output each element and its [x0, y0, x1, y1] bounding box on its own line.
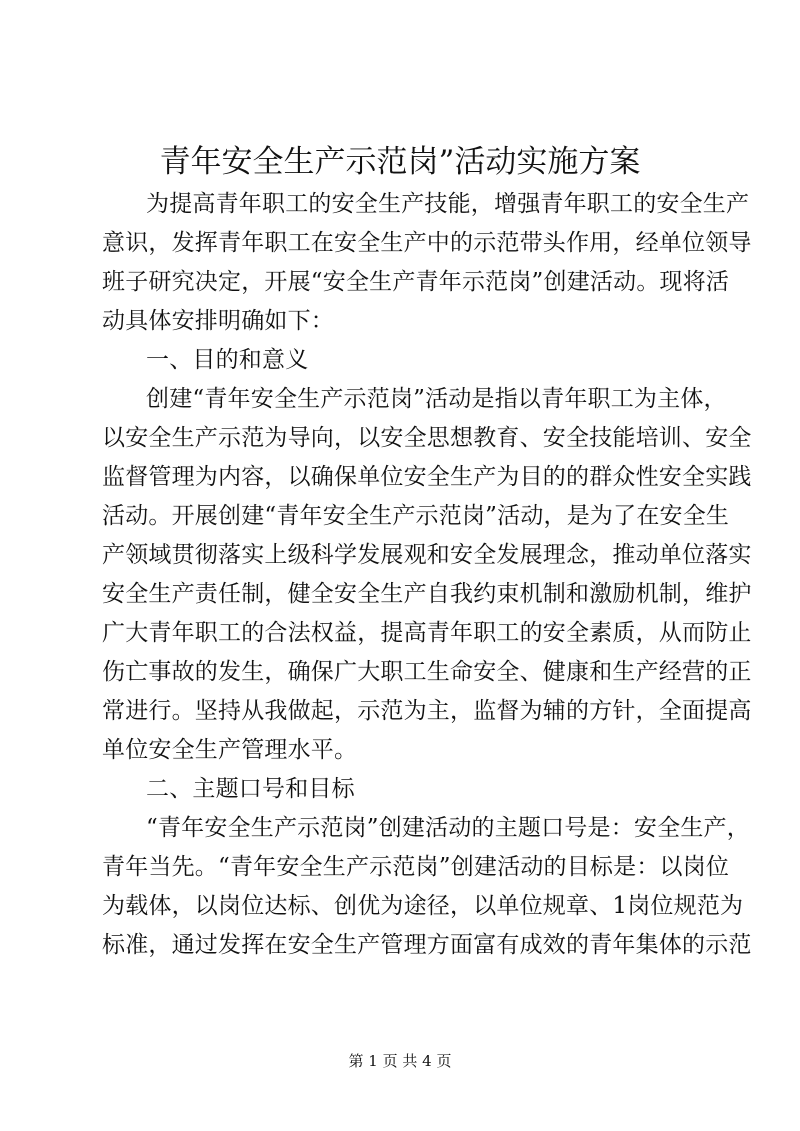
body-line-18: 青年当先。“青年安全生产示范岗”创建活动的目标是：以岗位 — [102, 854, 730, 880]
section-heading-1: 一、目的和意义 — [146, 347, 309, 373]
body-line-20: 标准，通过发挥在安全生产管理方面富有成效的青年集体的示范 — [102, 932, 752, 958]
body-line-11: 安全生产责任制，健全安全生产自我约束机制和激励机制，维护 — [102, 581, 752, 607]
body-line-6: 创建“青年安全生产示范岗”活动是指以青年职工为主体， — [146, 386, 727, 412]
body-line-3: 班子研究决定，开展“安全生产青年示范岗”创建活动。现将活 — [102, 269, 730, 295]
page-number-footer: 第 1 页 共 4 页 — [348, 1052, 452, 1070]
body-line-8: 监督管理为内容，以确保单位安全生产为目的的群众性安全实践 — [102, 464, 752, 490]
body-line-14: 常进行。坚持从我做起，示范为主，监督为辅的方针，全面提高 — [102, 698, 752, 724]
body-line-15: 单位安全生产管理水平。 — [102, 737, 358, 763]
document-title: 青年安全生产示范岗”活动实施方案 — [159, 144, 641, 180]
body-line-4: 动具体安排明确如下： — [102, 308, 334, 334]
body-line-17: “青年安全生产示范岗”创建活动的主题口号是：安全生产， — [146, 815, 750, 841]
body-line-13: 伤亡事故的发生，确保广大职工生命安全、健康和生产经营的正 — [102, 659, 752, 685]
body-line-10: 产领域贯彻落实上级科学发展观和安全发展理念，推动单位落实 — [102, 542, 752, 568]
body-line-7: 以安全生产示范为导向，以安全思想教育、安全技能培训、安全 — [102, 425, 752, 451]
body-line-12: 广大青年职工的合法权益，提高青年职工的安全素质，从而防止 — [102, 620, 752, 646]
body-line-2: 意识，发挥青年职工在安全生产中的示范带头作用，经单位领导 — [102, 230, 752, 256]
body-line-19: 为载体，以岗位达标、创优为途径，以单位规章、1岗位规范为 — [102, 893, 744, 919]
body-line-9: 活动。开展创建“青年安全生产示范岗”活动，是为了在安全生 — [102, 503, 730, 529]
body-line-1: 为提高青年职工的安全生产技能，增强青年职工的安全生产 — [146, 191, 750, 217]
section-heading-2: 二、主题口号和目标 — [146, 776, 355, 802]
